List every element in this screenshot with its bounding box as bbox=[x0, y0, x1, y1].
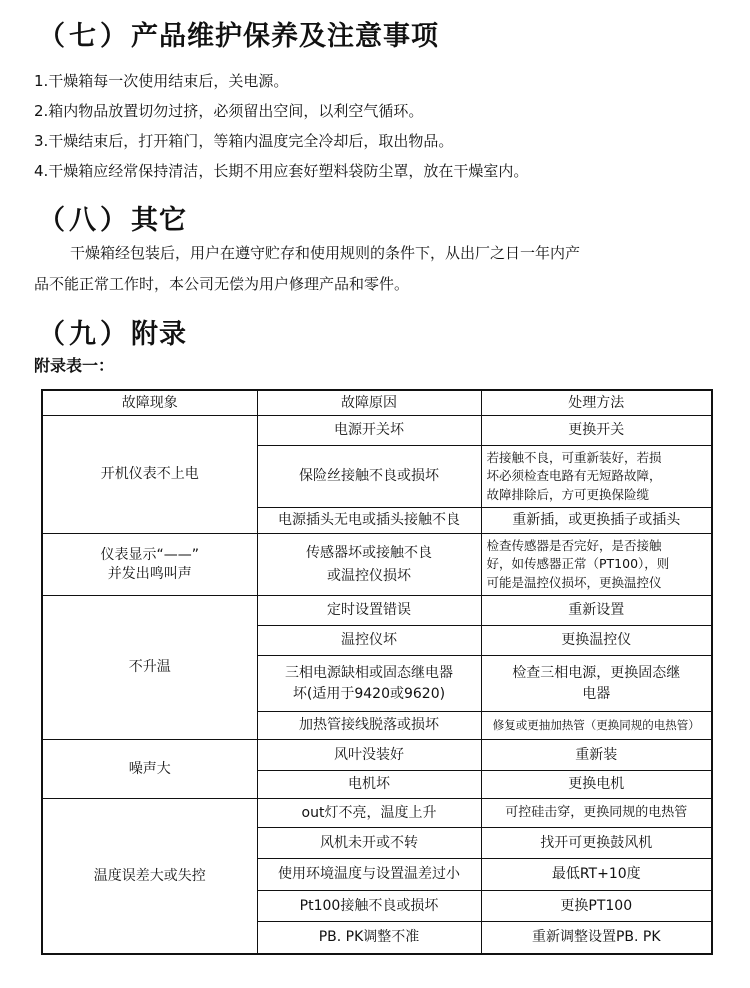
cause-cell bbox=[257, 534, 481, 596]
cause-cell: 风机未开或不转 bbox=[257, 828, 481, 859]
symptom-cell: 噪声大 bbox=[42, 740, 257, 799]
symptom-line: 仪表显示“——” bbox=[100, 547, 199, 564]
cause-cell: 使用环境温度与设置温差过小 bbox=[257, 859, 481, 891]
warranty-line-2: 品不能正常工作时，本公司无偿为用户修理产品和零件。 bbox=[34, 275, 410, 293]
table-row bbox=[42, 534, 712, 596]
fix-cell: 重新设置 bbox=[481, 596, 712, 626]
section-7-heading bbox=[38, 14, 439, 53]
maintenance-list bbox=[34, 66, 734, 186]
section-9-heading bbox=[38, 312, 187, 351]
fix-cell bbox=[481, 534, 712, 596]
section-8-heading bbox=[38, 198, 187, 237]
table-row bbox=[42, 740, 712, 771]
fix-line: 检查三相电源，更换固态继 bbox=[512, 664, 681, 681]
troubleshooting-table bbox=[41, 389, 713, 955]
fix-line: 若接触不良，可重新装好，若损 bbox=[486, 450, 662, 466]
warranty-paragraph bbox=[34, 238, 714, 300]
cause-line: 传感器坏或接触不良 bbox=[306, 545, 432, 562]
cause-cell: 温控仪坏 bbox=[257, 626, 481, 656]
symptom-cell bbox=[42, 534, 257, 596]
cause-cell: PB. PK调整不准 bbox=[257, 922, 481, 954]
cause-cell: 风叶没装好 bbox=[257, 740, 481, 771]
cause-cell: 电机坏 bbox=[257, 771, 481, 799]
fix-line: 电器 bbox=[582, 685, 611, 702]
symptom-cell: 温度误差大或失控 bbox=[42, 799, 257, 954]
cause-cell: 保险丝接触不良或损坏 bbox=[257, 446, 481, 508]
section-7-number: （七） bbox=[38, 21, 131, 52]
cause-cell: out灯不亮，温度上升 bbox=[257, 799, 481, 828]
symptom-cell: 不升温 bbox=[42, 596, 257, 740]
symptom-cell: 开机仪表不上电 bbox=[42, 416, 257, 534]
fix-line: 好，如传感器正常（PT100），则 bbox=[486, 556, 670, 572]
fix-line: 可能是温控仪损坏，更换温控仪 bbox=[486, 574, 662, 590]
fix-cell: 最低RT+10度 bbox=[481, 859, 712, 891]
section-9-number: （九） bbox=[38, 319, 131, 350]
table-header-row bbox=[42, 390, 712, 416]
cause-line: 或温控仪损坏 bbox=[327, 567, 411, 584]
fix-cell: 可控硅击穿，更换同规的电热管 bbox=[481, 799, 712, 828]
cause-cell: Pt100接触不良或损坏 bbox=[257, 891, 481, 922]
cause-cell bbox=[257, 656, 481, 712]
fix-line: 故障排除后，方可更换保险缆 bbox=[486, 486, 650, 502]
table-row bbox=[42, 596, 712, 626]
fix-cell: 修复或更抽加热管（更换同规的电热管） bbox=[481, 712, 712, 740]
fix-cell: 更换PT100 bbox=[481, 891, 712, 922]
fix-cell bbox=[481, 446, 712, 508]
list-item: 3.干燥结束后，打开箱门，等箱内温度完全冷却后，取出物品。 bbox=[34, 132, 454, 150]
fix-cell: 更换电机 bbox=[481, 771, 712, 799]
header-cause: 故障原因 bbox=[257, 390, 481, 416]
header-symptom: 故障现象 bbox=[42, 390, 257, 416]
cause-cell: 电源插头无电或插头接触不良 bbox=[257, 508, 481, 534]
fix-cell: 重新装 bbox=[481, 740, 712, 771]
warranty-line-1: 干燥箱经包装后，用户在遵守贮存和使用规则的条件下，从出厂之日一年内产 bbox=[70, 244, 581, 262]
fix-cell: 更换温控仪 bbox=[481, 626, 712, 656]
fix-cell: 更换开关 bbox=[481, 416, 712, 446]
appendix-table-title: 附录表一： bbox=[34, 356, 115, 375]
cause-line: 三相电源缺相或固态继电器 bbox=[285, 664, 453, 681]
cause-cell: 加热管接线脱落或损坏 bbox=[257, 712, 481, 740]
fix-line: 坏必须检查电路有无短路故障， bbox=[486, 468, 662, 484]
list-item: 4.干燥箱应经常保持清洁，长期不用应套好塑料袋防尘罩，放在干燥室内。 bbox=[34, 162, 529, 180]
cause-cell: 定时设置错误 bbox=[257, 596, 481, 626]
fix-cell: 重新插，或更换插子或插头 bbox=[481, 508, 712, 534]
section-8-number: （八） bbox=[38, 205, 131, 236]
fix-line: 检查传感器是否完好，是否接触 bbox=[486, 538, 662, 554]
section-9-title: 附录 bbox=[131, 319, 187, 350]
fix-cell: 重新调整设置PB. PK bbox=[481, 922, 712, 954]
cause-cell: 电源开关坏 bbox=[257, 416, 481, 446]
section-8-title: 其它 bbox=[131, 205, 187, 236]
table-row bbox=[42, 799, 712, 828]
fix-cell: 找开可更换鼓风机 bbox=[481, 828, 712, 859]
table-row bbox=[42, 416, 712, 446]
header-fix: 处理方法 bbox=[481, 390, 712, 416]
symptom-line: 并发出鸣叫声 bbox=[107, 565, 192, 582]
fix-cell bbox=[481, 656, 712, 712]
list-item: 1.干燥箱每一次使用结束后，关电源。 bbox=[34, 72, 289, 90]
cause-line: 坏(适用于9420或9620) bbox=[292, 685, 446, 702]
section-7-title: 产品维护保养及注意事项 bbox=[131, 21, 439, 52]
list-item: 2.箱内物品放置切勿过挤，必须留出空间，以利空气循环。 bbox=[34, 102, 424, 120]
